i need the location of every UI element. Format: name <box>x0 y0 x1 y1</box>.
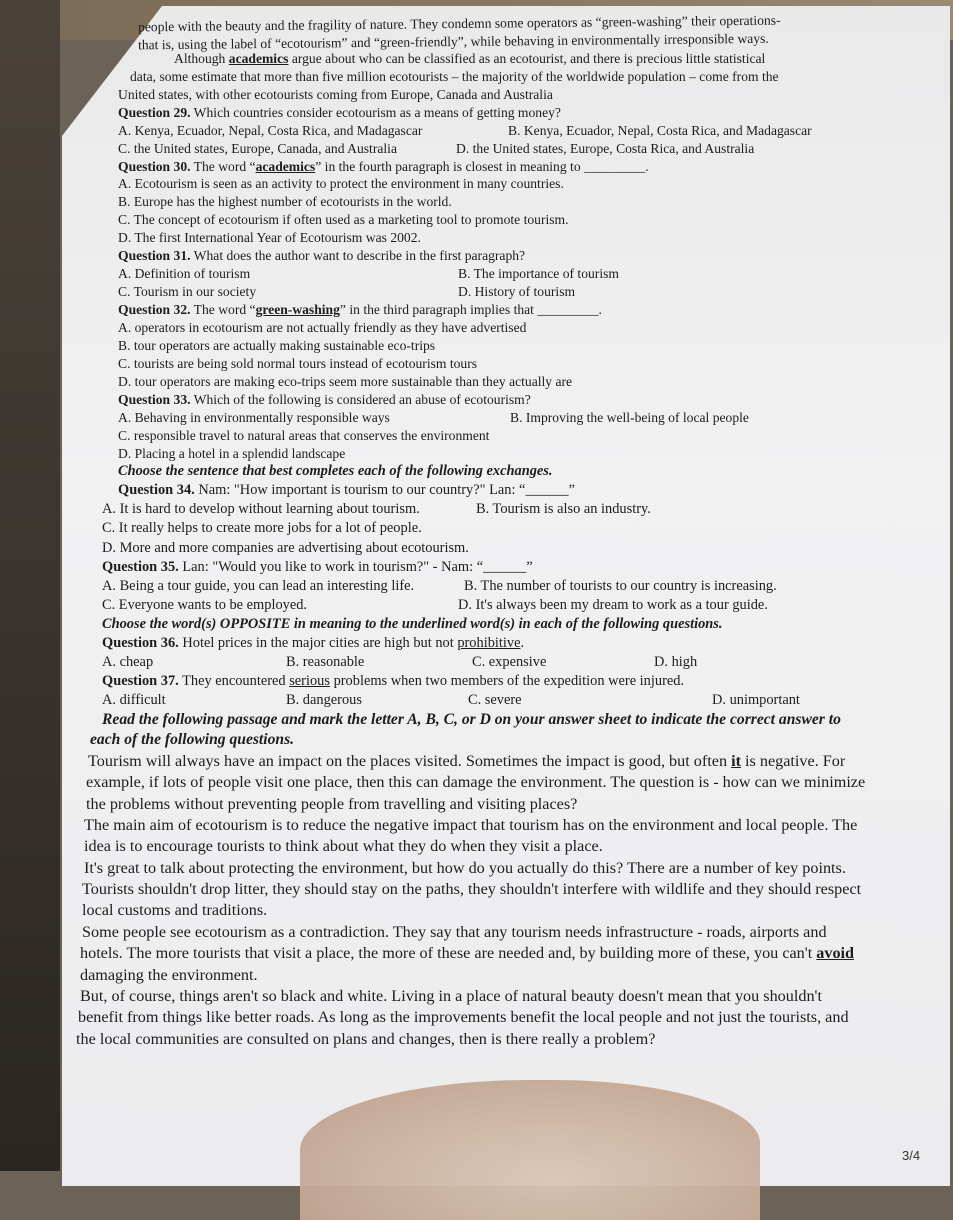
instruction-passage: each of the following questions. <box>90 731 295 749</box>
passage-line: The main aim of ecotourism is to reduce the negative impact that tourism has on the environment and local people. The <box>84 815 858 834</box>
passage-line: Tourists shouldn't drop litter, they should stay on the paths, they shouldn't interfere with wildlife and they should respect <box>82 880 862 899</box>
passage-line: the local communities are consulted on plans and changes, then is there really a problem? <box>76 1029 656 1048</box>
option-b[interactable]: B. The importance of tourism <box>458 266 619 282</box>
instruction-opposite: Choose the word(s) OPPOSITE in meaning to the underlined word(s) in each of the following questions. <box>102 615 723 632</box>
option-c[interactable]: C. the United states, Europe, Canada, and Australia <box>118 140 397 156</box>
options-row <box>102 577 932 596</box>
passage-line: But, of course, things aren't so black and white. Living in a place of natural beauty doesn't mean that you shouldn't <box>80 986 822 1005</box>
intro-line: people with the beauty and the fragility of nature. They condemn some operators as “green-washing” their operations- <box>137 12 781 35</box>
option-d[interactable]: D. The first International Year of Ecotourism was 2002. <box>118 230 421 246</box>
document-content <box>76 12 926 1050</box>
intro-line: that is, using the label of “ecotourism” and “green-friendly”, while behaving in environmentally irresponsible ways. <box>137 30 769 53</box>
options-row <box>118 283 948 301</box>
question-37: Question 37. They encountered serious problems when two members of the expedition were injured. <box>102 672 685 689</box>
page-number: 3/4 <box>902 1148 921 1163</box>
intro-line: United states, with other ecotourists coming from Europe, Canada and Australia <box>118 86 553 102</box>
passage-line: benefit from things like better roads. As long as the improvements benefit the local people and not just the tourists, and <box>78 1008 849 1027</box>
question-30: Question 30. The word “academics” in the fourth paragraph is closest in meaning to _________. <box>118 158 649 174</box>
option-d[interactable]: D. high <box>654 653 698 670</box>
option-b[interactable]: B. Europe has the highest number of ecotourists in the world. <box>118 194 452 210</box>
question-34: Question 34. Nam: "How important is tourism to our country?" Lan: “______” <box>118 482 576 499</box>
option-d[interactable]: D. More and more companies are advertising about ecotourism. <box>102 539 469 556</box>
passage-line: Some people see ecotourism as a contradiction. They say that any tourism needs infrastructure - roads, airports and <box>82 922 827 941</box>
option-c[interactable]: C. severe <box>468 691 522 708</box>
passage-line: damaging the environment. <box>80 965 258 984</box>
option-c[interactable]: C. The concept of ecotourism if often used as a marketing tool to promote tourism. <box>118 212 569 228</box>
options-row <box>102 653 932 672</box>
instruction-passage: Read the following passage and mark the letter A, B, C, or D on your answer sheet to indicate the correct answer to <box>102 710 841 728</box>
option-a[interactable]: A. Definition of tourism <box>118 266 251 282</box>
question-35: Question 35. Lan: "Would you like to work in tourism?" - Nam: “______” <box>102 558 533 575</box>
option-d[interactable]: D. tour operators are making eco-trips seem more sustainable than they actually are <box>118 373 573 389</box>
question-31: Question 31. What does the author want to describe in the first paragraph? <box>118 248 526 264</box>
passage-line: local customs and traditions. <box>82 901 268 920</box>
option-b[interactable]: B. reasonable <box>286 653 365 670</box>
options-row <box>118 265 948 283</box>
option-d[interactable]: D. Placing a hotel in a splendid landscape <box>118 445 346 461</box>
options-row <box>118 140 948 158</box>
question-36: Question 36. Hotel prices in the major cities are high but not prohibitive. <box>102 634 525 651</box>
option-a[interactable]: A. It is hard to develop without learning about tourism. <box>102 501 420 518</box>
option-c[interactable]: C. responsible travel to natural areas that conserves the environment <box>118 427 490 443</box>
reading-passage <box>76 751 926 1050</box>
option-a[interactable]: A. Behaving in environmentally responsible ways <box>118 409 390 425</box>
passage-line: idea is to encourage tourists to think about what they do when they visit a place. <box>84 837 603 856</box>
option-a[interactable]: A. Ecotourism is seen as an activity to protect the environment in many countries. <box>118 176 564 192</box>
question-29: Question 29. Which countries consider ecotourism as a means of getting money? <box>118 104 561 120</box>
option-b[interactable]: B. Improving the well-being of local people <box>510 409 749 425</box>
options-row <box>118 122 948 140</box>
options-row <box>102 596 932 615</box>
thumb-in-frame <box>300 1080 760 1220</box>
option-d[interactable]: D. It's always been my dream to work as a tour guide. <box>458 596 768 613</box>
passage-line: example, if lots of people visit one place, then this can damage the environment. The question is - how can we minimize <box>86 773 866 792</box>
option-b[interactable]: B. The number of tourists to our country is increasing. <box>464 577 777 594</box>
option-c[interactable]: C. It really helps to create more jobs for a lot of people. <box>102 520 422 537</box>
instruction-exchanges: Choose the sentence that best completes each of the following exchanges. <box>118 463 553 480</box>
background-left <box>0 0 60 1171</box>
option-a[interactable]: A. Kenya, Ecuador, Nepal, Costa Rica, and Madagascar <box>118 122 423 138</box>
option-c[interactable]: C. Everyone wants to be employed. <box>102 596 308 613</box>
intro-line: data, some estimate that more than five million ecotourists – the majority of the worldwide population – come from the <box>130 68 779 84</box>
intro-line: Although academics argue about who can be classified as an ecotourist, and there is precious little statistical <box>174 50 766 66</box>
option-b[interactable]: B. dangerous <box>286 691 362 708</box>
option-a[interactable]: A. Being a tour guide, you can lead an interesting life. <box>102 577 415 594</box>
option-b[interactable]: B. tour operators are actually making sustainable eco-trips <box>118 337 436 353</box>
option-b[interactable]: B. Kenya, Ecuador, Nepal, Costa Rica, and Madagascar <box>508 122 812 138</box>
options-row <box>102 691 932 710</box>
question-32: Question 32. The word “green-washing” in the third paragraph implies that _________. <box>118 302 602 317</box>
passage-line: hotels. The more tourists that visit a place, the more of these are needed and, by building more of these, you can't avoid <box>80 944 855 963</box>
option-a[interactable]: A. difficult <box>102 691 166 708</box>
option-d[interactable]: D. unimportant <box>712 691 800 708</box>
options-row <box>118 409 948 427</box>
option-a[interactable]: A. operators in ecotourism are not actually friendly as they have advertised <box>118 319 527 335</box>
passage-line: Tourism will always have an impact on the places visited. Sometimes the impact is good, but often it is negative. For <box>88 751 846 770</box>
options-row <box>102 500 932 519</box>
option-b[interactable]: B. Tourism is also an industry. <box>476 501 651 518</box>
option-d[interactable]: D. History of tourism <box>458 284 576 300</box>
option-c[interactable]: C. expensive <box>472 653 547 670</box>
option-c[interactable]: C. tourists are being sold normal tours instead of ecotourism tours <box>118 355 478 371</box>
passage-line: It's great to talk about protecting the environment, but how do you actually do this? There are a number of key points. <box>84 858 846 877</box>
option-d[interactable]: D. the United states, Europe, Costa Rica, and Australia <box>456 140 755 156</box>
passage-line: the problems without preventing people from travelling and visiting places? <box>86 794 578 813</box>
option-a[interactable]: A. cheap <box>102 653 154 670</box>
question-33: Question 33. Which of the following is considered an abuse of ecotourism? <box>118 391 531 407</box>
option-c[interactable]: C. Tourism in our society <box>118 284 257 300</box>
